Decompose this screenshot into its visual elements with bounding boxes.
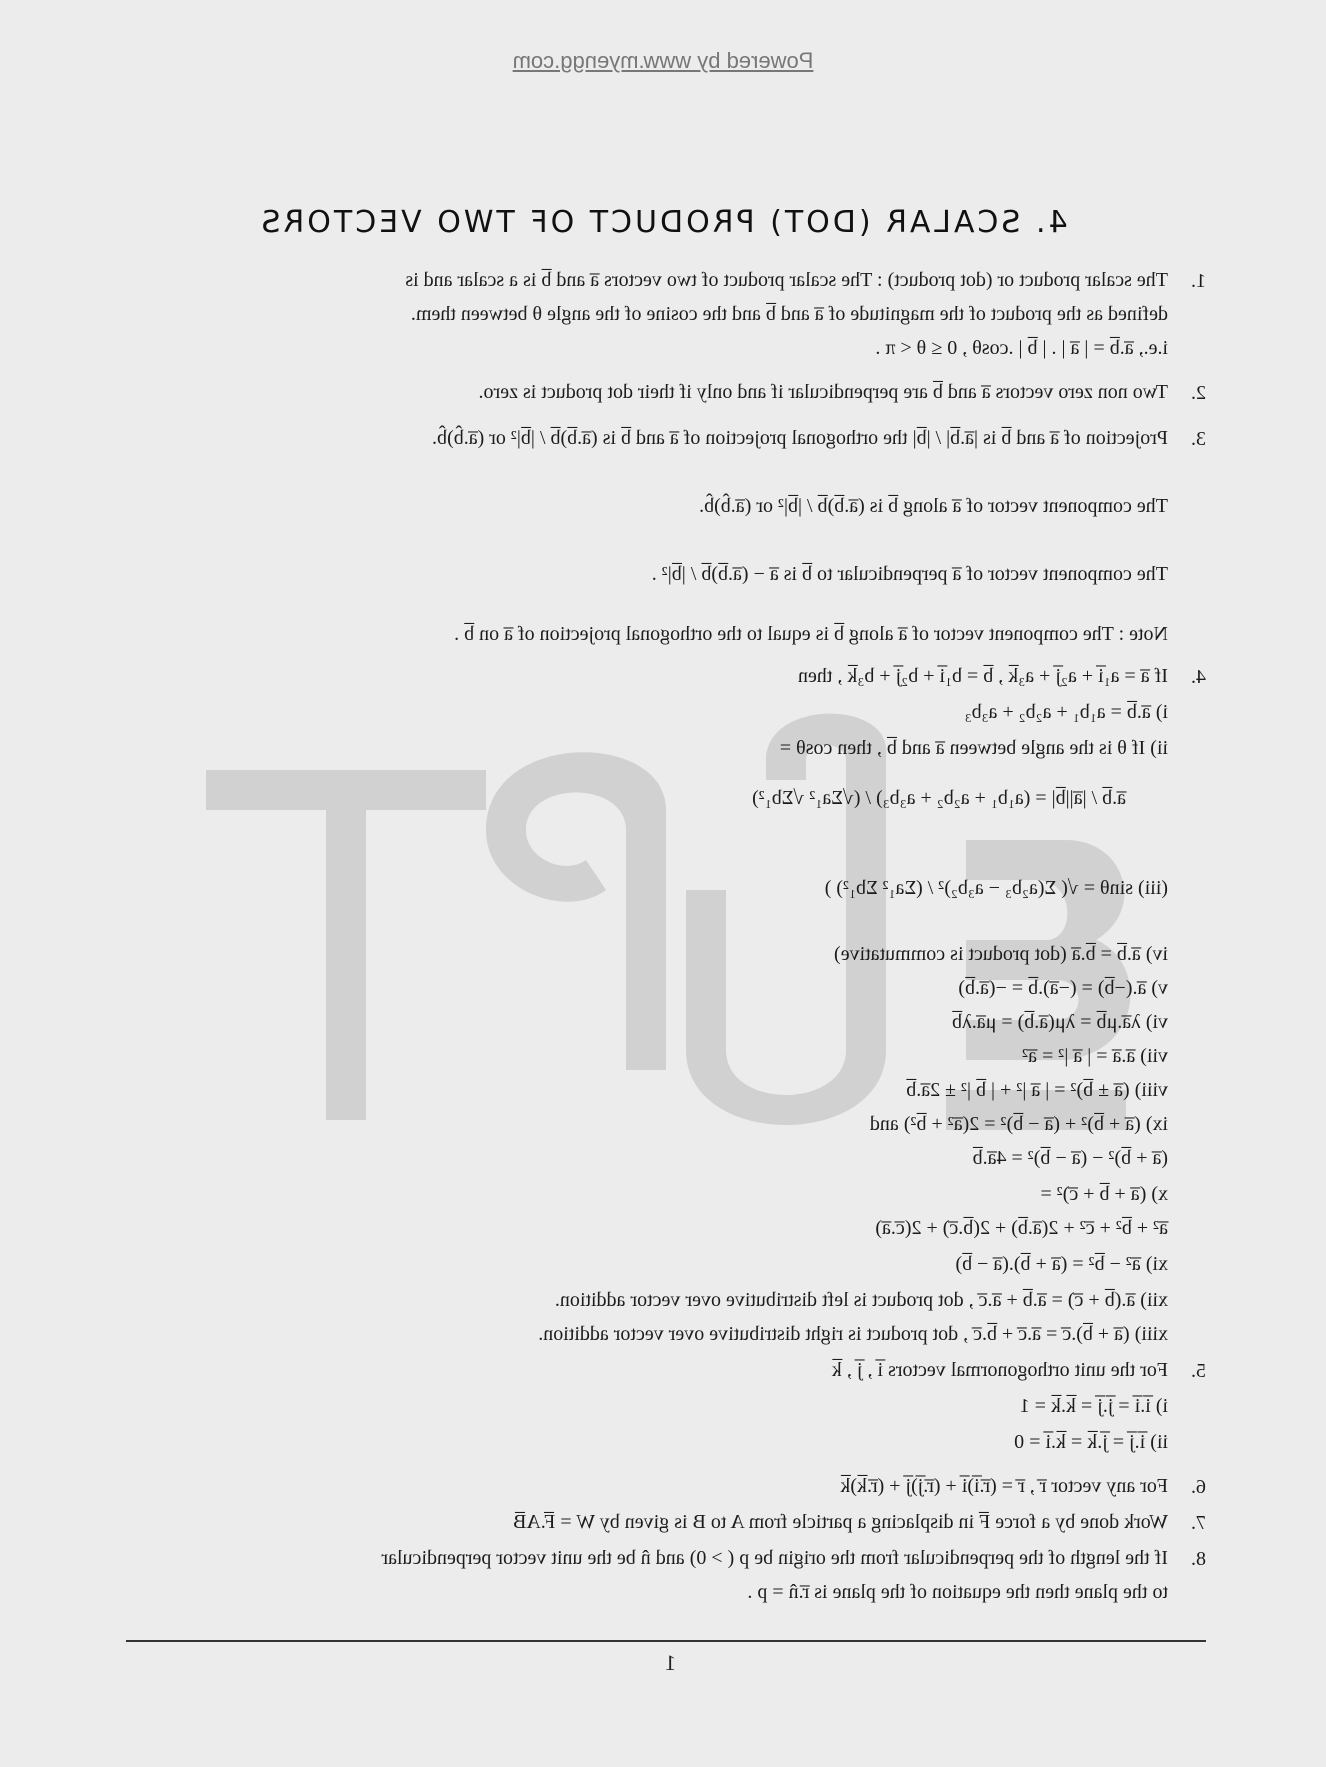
formula-line: xiii) (a̅ + b̅).c̅ = a̅.c̅ + b̅.c̅ , dot product is right distributive over vector addition. xyxy=(538,1323,1168,1345)
item-number: 7. xyxy=(1191,1512,1206,1534)
body-text-line: If the length of the perpendicular from the origin be p ( > 0) and n̂ be the unit vector perpendicular xyxy=(381,1547,1168,1569)
page-title: 4. SCALAR (DOT) PRODUCT OF TWO VECTORS xyxy=(258,205,1068,240)
body-text-line: defined as the product of the magnitude of a̅ and b̅ and the cosine of the angle θ between them. xyxy=(410,303,1168,325)
body-text-line: The component vector of a̅ perpendicular to b̅ is a̅ − (a̅.b̅)b̅ / |b̅|² . xyxy=(651,563,1168,585)
formula-line: x) (a̅ + b̅ + c̅)² = xyxy=(1040,1183,1168,1205)
body-text-line: The component vector of a̅ along b̅ is (a̅.b̅)b̅ / |b̅|² or (a̅.b̂)b̂. xyxy=(699,495,1168,517)
formula-line: a̅.b̅ / |a̅||b̅| = (a₁b₁ + a₂b₂ + a₃b₃) / (√Σa₁² √Σb₁²) xyxy=(752,787,1126,809)
item-number: 6. xyxy=(1191,1476,1206,1498)
formula-line: a̅² + b̅² + c̅² + 2(a̅.b̅) + 2(b̅.c̅) + 2(c̅.a̅) xyxy=(875,1217,1168,1239)
body-text-line: The scalar product or (dot product) : The scalar product of two vectors a̅ and b̅ is a scalar and is xyxy=(405,269,1168,291)
body-text-line: For any vector r̅ , r̅ = (r̅.i̅)i̅ + (r̅.j̅)j̅ + (r̅.k̅)k̅ xyxy=(840,1475,1168,1497)
formula-line: ii) i̅.j̅ = j̅.k̅ = k̅.i̅ = 0 xyxy=(1014,1431,1168,1453)
item-number: 1. xyxy=(1191,270,1206,292)
formula-line: (iii) sinθ = √( Σ(a₂b₃ − a₃b₂)² / (Σa₁² Σb₁²) ) xyxy=(824,877,1168,899)
note-text: Note : The component vector of a̅ along b̅ is equal to the orthogonal projection of a̅ on b̅ . xyxy=(454,623,1168,645)
item-number: 8. xyxy=(1191,1548,1206,1570)
body-text-line: If a̅ = a₁i̅ + a₂j̅ + a₃k̅ , b̅ = b₁i̅ + b₂j̅ + b₃k̅ , then xyxy=(798,665,1168,687)
item-number: 2. xyxy=(1191,382,1206,404)
formula-line: (a̅ + b̅)² − (a̅ − b̅)² = 4a̅.b̅ xyxy=(972,1147,1168,1169)
formula-line: i) i̅.i̅ = j̅.j̅ = k̅.k̅ = 1 xyxy=(1019,1395,1168,1417)
formula-line: ii) If θ is the angle between a̅ and b̅ , then cosθ = xyxy=(779,737,1168,759)
formula-line: v) a̅.(−b̅) = (−a̅).b̅ = −(a̅.b̅) xyxy=(958,977,1168,999)
body-text-line: For the unit orthogonormal vectors i̅ , j̅ , k̅ xyxy=(831,1359,1168,1381)
body-text-line: to the plane then the equation of the plane is r̅.n̂ = p . xyxy=(747,1581,1168,1603)
formula-line: vii) a̅.a̅ = | a̅ |² = a̅² xyxy=(1022,1045,1168,1067)
formula-line: iv) a̅.b̅ = b̅.a̅ (dot product is commutative) xyxy=(834,943,1168,965)
body-text-line: i.e., a̅.b̅ = | a̅ | . | b̅ | .cosθ , 0 ≤ θ < π . xyxy=(875,337,1168,359)
footer-divider xyxy=(126,1640,1206,1642)
item-number: 4. xyxy=(1191,666,1206,688)
body-text-line: Work done by a force F̅ in displacing a particle from A to B is given by W = F̅.AB̅ xyxy=(512,1511,1168,1533)
formula-line: vi) λa̅.μb̅ = λμ(a̅.b̅) = μa̅.λb̅ xyxy=(952,1011,1168,1033)
body-text-line: Projection of a̅ and b̅ is |a̅.b̅| / |b̅| the orthogonal projection of a̅ and b̅ is (a̅.b̅)b̅ / |b̅|² or (a̅.b̂)b̂. xyxy=(432,427,1168,449)
formula-line: i) a̅.b̅ = a₁b₁ + a₂b₂ + a₃b₃ xyxy=(964,701,1168,723)
watermark-shapes xyxy=(206,714,1130,1130)
powered-by-link[interactable]: Powered by www.myengg.com xyxy=(512,48,814,73)
item-number: 3. xyxy=(1191,428,1206,450)
formula-line: xii) a̅.(b̅ + c̅) = a̅.b̅ + a̅.c̅ , dot product is left distributive over vector addition. xyxy=(554,1289,1168,1311)
formula-line: viii) (a̅ ± b̅)² = | a̅ |² + | b̅ |² ± 2a̅.b̅ xyxy=(906,1079,1168,1101)
page-number: 1 xyxy=(665,1650,676,1675)
body-text-line: Two non zero vectors a̅ and b̅ are perpendicular if and only if their dot product is zero. xyxy=(478,381,1168,403)
formula-line: xi) a̅² − b̅² = (a̅ + b̅).(a̅ − b̅) xyxy=(955,1253,1168,1275)
formula-line: ix) (a̅ + b̅)² + (a̅ − b̅)² = 2(a̅² + b̅²) and xyxy=(869,1113,1168,1135)
item-number: 5. xyxy=(1191,1360,1206,1382)
